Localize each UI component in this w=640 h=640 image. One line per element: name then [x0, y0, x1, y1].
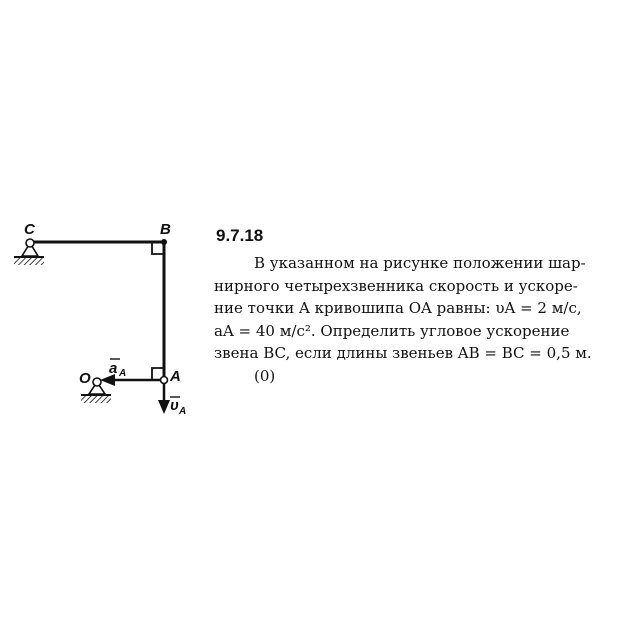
problem-number: 9.7.18 — [216, 226, 264, 245]
problem-text — [214, 252, 632, 387]
problem-line-2: нирного четырехзвенника скорость и ускоре- — [214, 276, 578, 295]
problem-line-1: В указанном на рисунке положении шар- — [254, 254, 586, 272]
label-velocity — [170, 397, 186, 417]
label-accel — [109, 359, 126, 379]
label-accel-symbol: a — [109, 360, 118, 377]
label-b: B — [160, 221, 171, 238]
label-a: A — [170, 368, 181, 385]
problem-line-5: звена BC, если длины звеньев AB = BC = 0,5 м. — [214, 344, 592, 362]
problem-answer: (0) — [254, 366, 276, 385]
problem-line-4: aA = 40 м/с². Определить угловое ускорение — [214, 321, 570, 340]
label-velocity-subscript: A — [179, 406, 187, 417]
label-accel-subscript: A — [119, 368, 127, 379]
joint-b — [161, 239, 167, 245]
label-o: O — [79, 370, 91, 387]
velocity-arrowhead — [158, 400, 170, 414]
label-c: C — [24, 221, 35, 238]
problem-line-3: ние точки A кривошипа OA равны: υA = 2 м/с, — [214, 299, 582, 317]
joint-a — [161, 377, 168, 384]
label-velocity-symbol: υ — [170, 397, 179, 414]
